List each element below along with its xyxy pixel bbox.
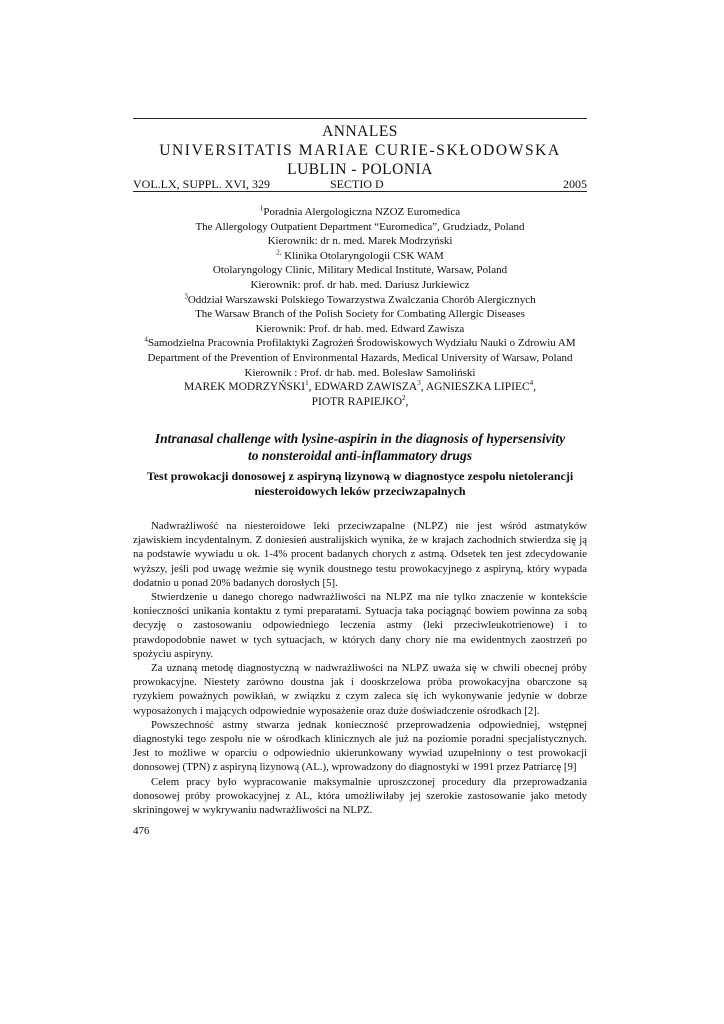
body-paragraph: Stwierdzenie u danego chorego nadwrażliwości na NLPZ ma nie tylko znaczenie w kontekście konieczności unikania kontaktu z tymi preparatami. Sytuacja taka pociągnąć bowiem powinna za sobą decyzję o zastosowaniu odpowiedniego leczenia astmy (leki przeciwleukotrienowe) i to prawdopodobnie nawet w tych sytuacjach, w których dany chory nie ma ewidentnych zaostrzeń po spożyciu aspiryny.: [133, 591, 587, 660]
year: 2005: [563, 177, 587, 191]
section-info: SECTIO D: [330, 177, 384, 191]
affiliation-line: $^4$Samodzielna Pracownia Profilaktyki Zagrożeń Środowiskowych Wydziału Nauki o Zdrowiu AM: [144, 335, 576, 350]
affiliation-line: $^3$Oddział Warszawski Polskiego Towarzystwa Zwalczania Chorób Alergicznych: [184, 291, 536, 306]
affiliation-line: The Allergology Outpatient Department “Euromedica”, Grudziadz, Poland: [195, 220, 525, 233]
authors-line-2: PIOTR RAPIEJKO$^2$,: [311, 394, 409, 408]
affiliation-line: Kierownik: dr n. med. Marek Modrzyński: [267, 235, 453, 248]
affiliation-line: Kierownik: Prof. dr hab. med. Edward Zawisza: [255, 322, 465, 335]
affiliation-line: $^1$Poradnia Alergologiczna NZOZ Euromedica: [259, 204, 461, 218]
header-top-rule: [133, 118, 587, 119]
journal-city: LUBLIN - POLONIA: [287, 161, 433, 178]
affiliation-line: Department of the Prevention of Environmental Hazards, Medical University of Warsaw, Poland: [147, 351, 573, 364]
authors-line-1: MAREK MODRZYŃSKI$^1$, EDWARD ZAWISZA$^3$, AGNIESZKA LIPIEC$^4$,: [183, 379, 537, 393]
header-bottom-rule: [133, 191, 587, 192]
authors: [133, 380, 587, 410]
journal-header: [133, 122, 587, 179]
article-title-polish: Test prowokacji donosowej z aspiryną lizynową w diagnostyce zespołu nietolerancji niesteroidowych leków przeciwzapalnych: [146, 469, 574, 498]
body-paragraph: Celem pracy było wypracowanie maksymalnie uproszczonej procedury dla przeprowadzania donosowej próby prowokacyjnej z AL, która umożliwiłaby jej szerokie zastosowanie jako metody skriningowej w wykrywaniu nadwrażliwości na NLPZ.: [133, 775, 587, 817]
affiliation-line: Kierownik : Prof. dr hab. med. Bolesław Samoliński: [244, 366, 476, 379]
body-paragraph: Nadwrażliwość na niesteroidowe leki przeciwzapalne (NLPZ) nie jest wśród astmatyków zjawiskiem incydentalnym. Z doniesień australijskich wynika, że w krajach zachodnich stwierdza się ją na podstawie wywiadu u ok. 1-4% procent badanych chorych z astmą. Odsetek ten jest zdecydowanie wyższy, jeśli pod uwagę weźmie się wynik doustnego testu prowokacyjnego z aspiryną, który wypada dodatnio u ponad 20% badanych dorosłych [5].: [133, 520, 587, 589]
affiliation-line: The Warsaw Branch of the Polish Society for Combating Allergic Diseases: [195, 308, 525, 321]
body-paragraph: Powszechność astmy stwarza jednak konieczność przeprowadzenia odpowiedniej, wstępnej diagnostyki tego zespołu nie w ośrodkach klinicznych ale już na poziomie poradni specjalistycznych. Jest to możliwe w oparciu o odpowiednio ukierunkowany wywiad uzupełniony o test prowokacji donosowej (TPN) z aspiryną lizynową (AL.), wprowadzony do diagnostyki w 1991 przez Patriarcę [9]: [133, 718, 587, 774]
page-number: 476: [133, 825, 150, 837]
journal-university: UNIVERSITATIS MARIAE CURIE-SKŁODOWSKA: [159, 142, 561, 159]
affiliation-line: Kierownik: prof. dr hab. med. Dariusz Jurkiewicz: [250, 278, 470, 291]
affiliation-line: Otolaryngology Clinic, Military Medical Institute, Warsaw, Poland: [212, 264, 508, 277]
affiliations: [133, 205, 587, 380]
body-paragraph: Za uznaną metodę diagnostyczną w nadwrażliwości na NLPZ uważa się w chwili obecnej próby prowokacyjne. Niestety zarówno doustna jak i dooskrzelowa próba prowokacyjna obarczone są ryzykiem poważnych powikłań, w związku z czym zaleca się ich wykonywanie jedynie w dobrze wyposażonych i mających odpowiednie wyposażenie oraz duże doświadczenie ośrodkach [2].: [133, 662, 587, 717]
journal-name: ANNALES: [322, 123, 398, 140]
affiliation-line: $^{2,}$ Klinika Otolaryngologii CSK WAM: [276, 248, 444, 262]
volume-info: VOL.LX, SUPPL. XVI, 329: [133, 177, 271, 191]
article-title-english: Intranasal challenge with lysine-aspirin in the diagnosis of hypersensivity to nonsteroidal anti-inflammatory drugs: [154, 431, 566, 463]
article-body: [133, 519, 587, 817]
volume-row: [133, 177, 587, 191]
